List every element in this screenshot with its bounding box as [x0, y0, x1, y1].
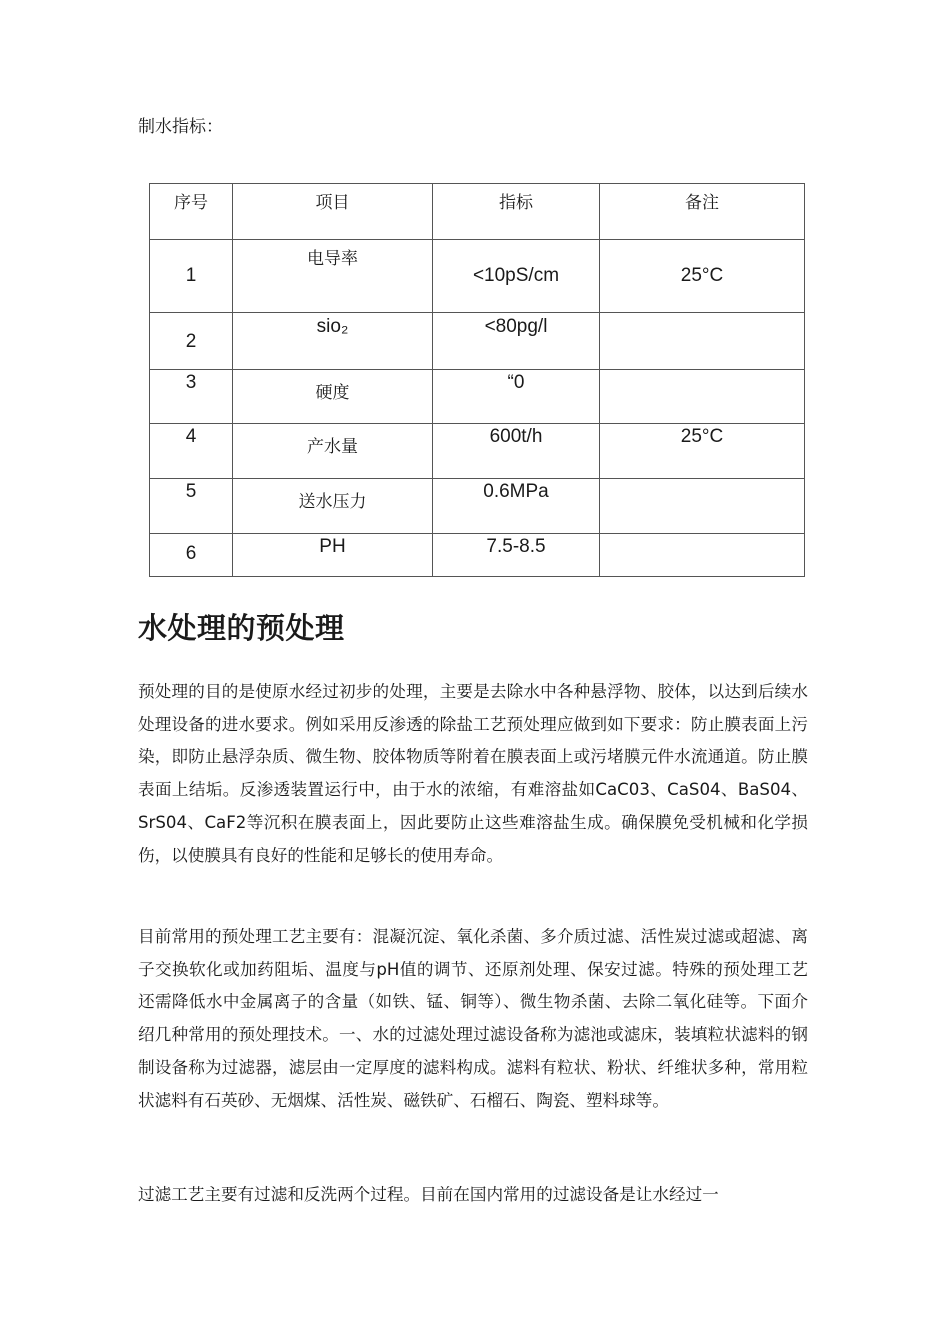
row-indicator: “0	[507, 372, 525, 393]
row-remark: 25°C	[680, 426, 724, 447]
row-index: 3	[185, 372, 197, 393]
row-item: sio₂	[316, 316, 349, 337]
table-row	[150, 479, 805, 534]
row-indicator: 0.6MPa	[483, 481, 549, 502]
body-paragraph: 预处理的目的是使原水经过初步的处理，主要是去除水中各种悬浮物、胶体，以达到后续水处理设备的进水要求。例如采用反渗透的除盐工艺预处理应做到如下要求：防止膜表面上污染，即防止悬浮杂质、微生物、胶体物质等附着在膜表面上或污堵膜元件水流通道。防止膜表面上结垢。反渗透装置运行中，由于水的浓缩，有难溶盐如CaC03、CaS04、BaS04、SrS04、CaF2等沉积在膜表面上，因此要防止这些难溶盐生成。确保膜免受机械和化学损伤，以使膜具有良好的性能和足够长的使用寿命。	[138, 682, 808, 865]
row-index: 6	[185, 543, 197, 564]
row-indicator: <10pS/cm	[472, 265, 560, 286]
table-intro-label: 制水指标：	[138, 117, 223, 137]
table-row	[150, 534, 805, 577]
header-cell-indicator: 指标	[499, 193, 533, 213]
table-row	[150, 424, 805, 479]
row-remark: 25°C	[680, 265, 724, 286]
table-row	[150, 240, 805, 313]
table-row	[150, 313, 805, 370]
body-paragraph: 目前常用的预处理工艺主要有：混凝沉淀、氧化杀菌、多介质过滤、活性炭过滤或超滤、离子交换软化或加药阻垢、温度与pH值的调节、还原剂处理、保安过滤。特殊的预处理工艺还需降低水中金属离子的含量（如铁、锰、铜等）、微生物杀菌、去除二氧化硅等。下面介绍几种常用的预处理技术。一、水的过滤处理过滤设备称为滤池或滤床，装填粒状滤料的钢制设备称为过滤器，滤层由一定厚度的滤料构成。滤料有粒状、粉状、纤维状多种，常用粒状滤料有石英砂、无烟煤、活性炭、磁铁矿、石榴石、陶瓷、塑料球等。	[138, 927, 808, 1110]
row-index: 1	[185, 265, 197, 286]
row-item: 硬度	[315, 383, 350, 403]
row-indicator: 600t/h	[489, 426, 543, 447]
table-header-row	[150, 184, 805, 240]
row-item: 产水量	[307, 437, 358, 457]
header-cell-index: 序号	[174, 193, 208, 213]
table-row	[150, 370, 805, 424]
section-heading: 水处理的预处理	[138, 611, 345, 645]
header-cell-item: 项目	[315, 193, 350, 213]
row-index: 4	[185, 426, 197, 447]
row-index: 5	[185, 481, 197, 502]
header-cell-remark: 备注	[685, 193, 719, 213]
row-item: 电导率	[307, 249, 358, 269]
row-indicator: 7.5-8.5	[486, 536, 546, 557]
water-quality-table	[149, 183, 805, 577]
row-item: PH	[319, 536, 346, 557]
row-item: 送水压力	[298, 492, 367, 512]
body-paragraph: 过滤工艺主要有过滤和反洗两个过程。目前在国内常用的过滤设备是让水经过一	[138, 1185, 719, 1204]
row-index: 2	[185, 331, 197, 352]
row-indicator: <80pg/l	[484, 316, 548, 337]
